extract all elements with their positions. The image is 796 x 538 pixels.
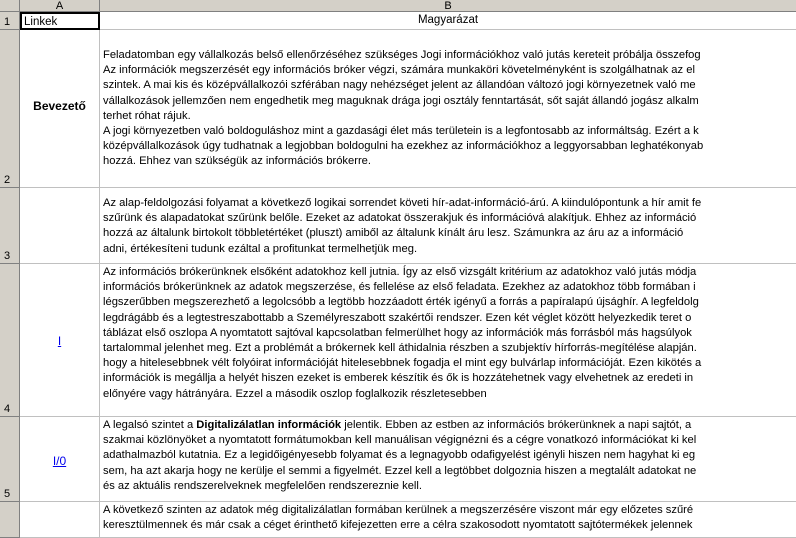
cell-a6[interactable] (20, 502, 100, 538)
cell-a2[interactable] (20, 30, 100, 188)
row-header-3[interactable]: 3 (0, 188, 20, 264)
bevezeto-label: Bevezető (33, 99, 86, 113)
row-header-1[interactable]: 1 (0, 12, 20, 30)
cell-b6-text: A következő szinten az adatok még digitalizálatlan formában kerülnek a megszerzésére viszont már egy előzetes szűré keresztülmennek és már csak a céget érinthető kifejezetten erre a célra szakosodott nyomtatott sajtótermékek jelennek (103, 504, 694, 532)
cell-b5-text: A legalsó szintet a Digitalizálatlan információk jelentik. Ebben az estben az információs brókerünknek a napi sajtót, a szakmai közlönyöket a nyomtatott formátumokban kell manuálisan végignézni és a cégre vonatkozó információkat ki kel adathalmazból kutatnia. Ez a legidőigényesebb folyamat és a legnagyobb odafigyelést igényli hiszen nem hagyhat ki eg sem, ha azt akarja hogy ne kerülje el semmi a figyelmét. Ezzel kell a legtöbbet dolgoznia hiszen a megtalált adatokat ne és az aktuális rendszerelveknek megfelelően rendszereznie kell. (103, 419, 697, 492)
cell-a4[interactable] (20, 264, 100, 417)
cell-a3[interactable] (20, 188, 100, 264)
column-header-b[interactable]: B (100, 0, 796, 12)
row-header-5[interactable]: 5 (0, 417, 20, 502)
cell-b6[interactable] (100, 502, 796, 538)
cell-a5[interactable] (20, 417, 100, 502)
cell-b2-text: Feladatomban egy vállalkozás belső ellenőrzéséhez szükséges Jogi információkhoz való jutás kereteit próbálja összefog Az információk megszerzését egy információs bróker végzi, számára munkaköri követelményként is szolgálhatnak az el szintek. A mai kis és középvállalkozói szférában nagy nehézséget jelent az állandóan változó jogi környezetnek való me vállalkozások jellemzően nem engedhetik meg maguknak drága jogi osztály fenntartását, sőt saját állandó jogász alkalm terhet róhat rájuk. A jogi környezetben való boldoguláshoz mint a gazdasági élet más területein is a legfontosabb az informáltság. Ezért a k középvállalkozások úgy tudhatnak a legjobban boldogulni ha ezekhez az információkhoz a leggyorsabban leghatékonyab hozzá. Ehhez van szükségük az információs brókerre. (103, 49, 704, 168)
cell-b5[interactable] (100, 417, 796, 502)
select-all-corner[interactable] (0, 0, 20, 12)
row-header-2[interactable]: 2 (0, 30, 20, 188)
cell-b4-text: Az információs brókerünknek elsőként adatokhoz kell jutnia. Így az első vizsgált kritérium az adatokhoz való jutás módja információs brókerünknek az adatok megszerzése, és fellelése az első feladata. Ezekhez az adatokhoz több formában i légszerűbben megszerezhető a legolcsóbb a legtöbb hozzáadott érték igényű a forrás a papíralapú újsághír. A legfeldolg legdrágább és a legtestreszabottabb a Személyreszabott szakértői rendszer. Ezen két véglet között helyezkedik teret o táblázat első oszlopa A nyomtatott sajtóval kapcsolatban felmerülhet hogy az információk más forrásból más hagsúlyok tartalommal jelenhet meg. Ezt a problémát a brókernek kell áthidalnia részben a szubjektív hírforrás-megítélése alapján. hogy a hitelesebbnek vélt folyóirat információját hitelesebbnek fogadja el mint egy bulvárlap információját. Ezen kikötés a információk is megállja a helyét hiszen ezeket is emberek készítik és ők is hozzátehetnek vagy elvehetnek az eredeti in előnyére vagy hátrányára. Ezzel a második oszlop foglalkozik részletesebben (103, 266, 702, 400)
column-header-a[interactable]: A (20, 0, 100, 12)
cell-a1[interactable]: Linkek (20, 12, 100, 30)
link-i0[interactable]: I/0 (52, 454, 67, 468)
row-header-6[interactable] (0, 502, 20, 538)
digitalizalatlan-bold: Digitalizálatlan információk (196, 419, 342, 431)
cell-b3[interactable] (100, 188, 796, 264)
link-i[interactable]: I (57, 334, 62, 348)
cell-b1[interactable]: Magyarázat (100, 12, 796, 30)
cell-b2[interactable] (100, 30, 796, 188)
cell-b4[interactable] (100, 264, 796, 417)
cell-b3-text: Az alap-feldolgozási folyamat a következő logikai sorrendet követi hír-adat-információ-árú. A kiindulópontunk a hír amit fe szűrünk és alapadatokat szűrünk belőle. Ezeket az adatokat összerakjuk és információvá alakítjuk. Ehhez az információ hozzá az általunk birtokolt többletértéket (pluszt) amiből az általunk kínált áru lesz. Számunkra az áru az a információ adni, értékesíteni tudunk ezáltal a profitunkat termelhetjük meg. (103, 197, 702, 255)
row-header-4[interactable]: 4 (0, 264, 20, 417)
